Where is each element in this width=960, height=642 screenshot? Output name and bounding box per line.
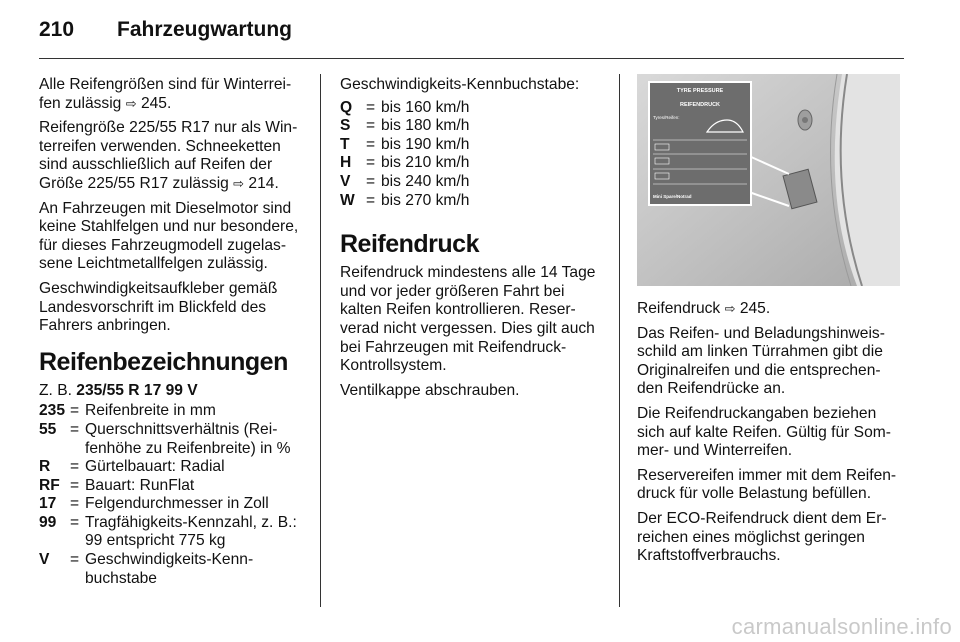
column-3 <box>637 76 903 572</box>
speed-index-intro: Geschwindigkeits-Kennbuchstabe: <box>340 76 580 93</box>
cross-reference-arrow-icon: ⇨ <box>724 301 736 316</box>
label-tyres: Tyres/Reifen: <box>653 115 680 120</box>
paragraph-valve-cap: Ventilkappe abschrauben. <box>340 381 520 399</box>
list-item: Q = bis 160 km/h <box>340 98 470 116</box>
list-item: V = Geschwindigkeits-Kenn-buchstabe <box>39 551 254 587</box>
heading-tyre-designations: Reifenbezeichnungen <box>39 347 288 376</box>
cross-reference[interactable]: 245. <box>140 94 172 112</box>
list-item: V = bis 240 km/h <box>340 172 470 190</box>
paragraph-winter-tyres: Alle Reifengrößen sind für Winterrei-fen zulässig ⇨ 245. <box>39 76 292 112</box>
list-item: R = Gürtelbauart: Radial <box>39 458 225 476</box>
list-item: H = bis 210 km/h <box>340 154 470 172</box>
cross-reference-arrow-icon: ⇨ <box>233 175 245 191</box>
list-item: W = bis 270 km/h <box>340 191 470 209</box>
paragraph-pressure-ref: Reifendruck ⇨ 245. <box>637 300 771 317</box>
example-line: Z. B. 235/55 R 17 99 V <box>39 381 198 399</box>
speed-index-list <box>340 99 604 211</box>
label-subtitle: REIFENDRUCK <box>679 102 721 108</box>
column-1 <box>39 76 307 588</box>
list-item: 235 = Reifenbreite in mm <box>39 402 216 420</box>
header-rule <box>39 58 904 59</box>
designation-list <box>39 402 307 588</box>
paragraph-diesel-rims: An Fahrzeugen mit Dieselmotor sind keine Stahlfelgen und nur besondere, für dieses Fahrzeugmodell zugelas-sene Leichtmetallfelgen zulässig. <box>39 199 299 273</box>
paragraph-eco-pressure: Der ECO-Reifendruck dient dem Er-reichen eines möglichst geringen Kraftstoffverbrauchs. <box>637 509 887 565</box>
column-2 <box>340 76 604 406</box>
list-item: RF = Bauart: RunFlat <box>39 476 195 494</box>
column-divider-2 <box>619 74 620 607</box>
cross-reference[interactable]: 214. <box>248 174 279 192</box>
label-mini-spare: Mini Spare/Notrad <box>653 194 692 199</box>
paragraph-cold-tyres: Die Reifendruckangaben beziehen sich auf kalte Reifen. Gültig für Som-mer- und Winterreifen. <box>637 404 891 460</box>
label-title: TYRE PRESSURE <box>676 88 724 94</box>
paragraph-pressure-check: Reifendruck mindestens alle 14 Tage und vor jeder größeren Fahrt bei kalten Reifen kontrollieren. Reser-verad nicht vergessen. Dies gilt auch bei Fahrzeugen mit Reifendruck-Kontrollsystem. <box>340 264 596 375</box>
column-divider-1 <box>320 74 321 607</box>
paragraph-snow-chains: Reifengröße 225/55 R17 nur als Win-terreifen verwenden. Schneeketten sind ausschließlich auf Reifen der Größe 225/55 R17 zulässig ⇨ 214. <box>39 119 298 192</box>
paragraph-speed-sticker: Geschwindigkeitsaufkleber gemäß Landesvorschrift im Blickfeld des Fahrers anbringen. <box>39 279 278 335</box>
list-item: 99 = Tragfähigkeits-Kennzahl, z. B.: 99 entspricht 775 kg <box>39 513 297 550</box>
tyre-pressure-label-illustration <box>637 74 900 286</box>
list-item: 55 = Querschnittsverhältnis (Rei-fenhöhe zu Reifenbreite) in % <box>39 420 291 457</box>
example-code: 235/55 R 17 99 V <box>76 381 198 399</box>
heading-tyre-pressure: Reifendruck <box>340 230 479 259</box>
cross-reference-arrow-icon: ⇨ <box>125 95 137 111</box>
list-item: 17 = Felgendurchmesser in Zoll <box>39 495 269 513</box>
cross-reference[interactable]: 245. <box>739 300 771 317</box>
page-title: Fahrzeugwartung <box>117 18 293 41</box>
list-item: T = bis 190 km/h <box>340 135 470 153</box>
page-header <box>39 18 292 42</box>
paragraph-door-label: Das Reifen- und Beladungshinweis-schild am linken Türrahmen gibt die Originalreifen und die entsprechen-den Reifendrücke an. <box>637 324 885 398</box>
list-item: S = bis 180 km/h <box>340 117 470 135</box>
page-number: 210 <box>39 18 75 41</box>
paragraph-spare-wheel: Reservereifen immer mit dem Reifen-druck für volle Belastung befüllen. <box>637 466 897 503</box>
watermark: carmanualsonline.info <box>731 614 952 639</box>
